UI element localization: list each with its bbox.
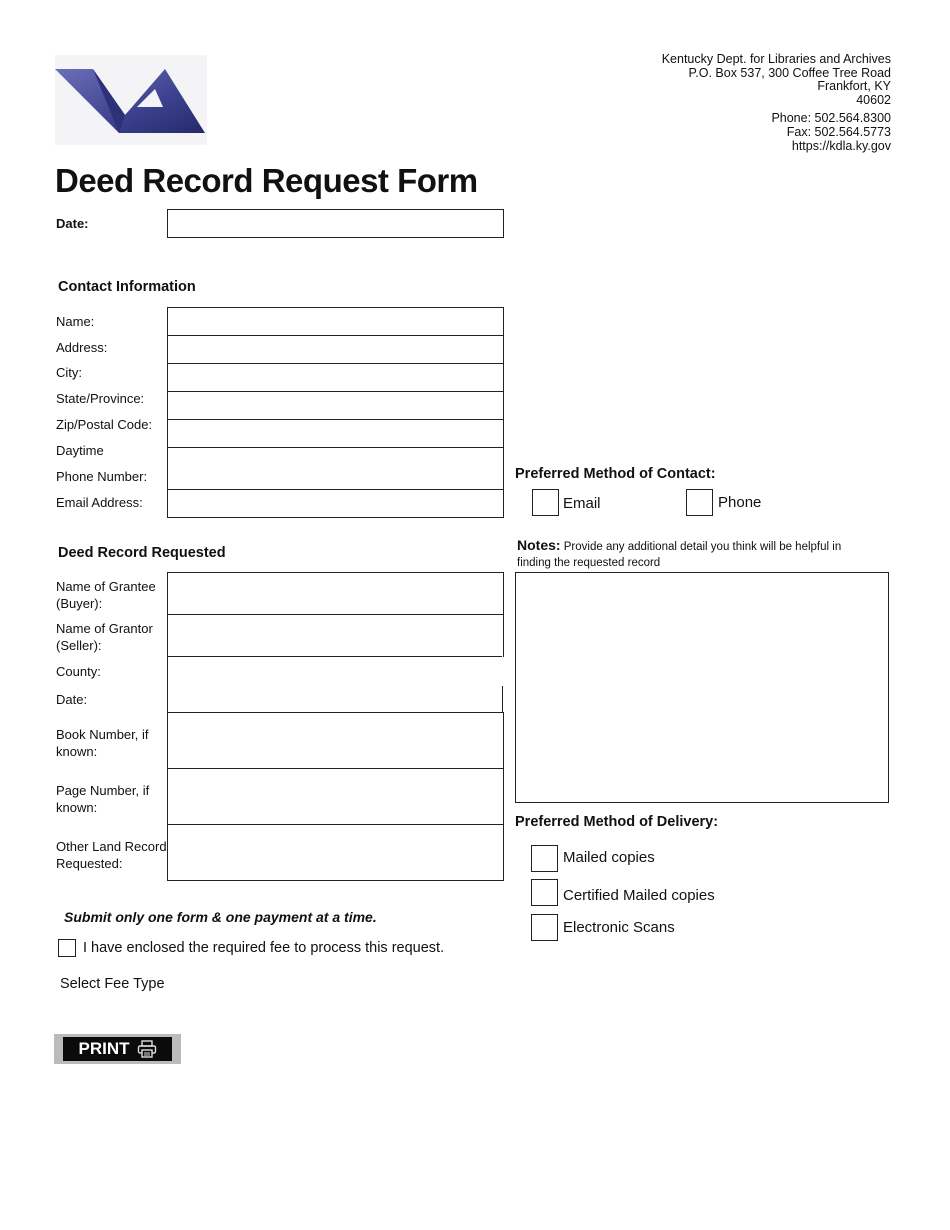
- certified-copies-checkbox[interactable]: [531, 879, 558, 906]
- fee-type-select[interactable]: Select Fee Type: [60, 976, 165, 992]
- phone-option-label: Phone: [718, 494, 762, 511]
- contact-method-heading: Preferred Method of Contact:: [515, 466, 716, 482]
- state-label: State/Province:: [56, 391, 145, 406]
- phone-number: Phone: 502.564.8300: [771, 111, 891, 126]
- mailed-copies-checkbox[interactable]: [531, 845, 558, 872]
- mailed-copies-label: Mailed copies: [563, 849, 655, 866]
- print-button-label: PRINT: [78, 1039, 130, 1058]
- zip-code: 40602: [856, 92, 891, 107]
- grantee-label: [56, 578, 156, 612]
- notes-caption: [517, 537, 877, 571]
- fee-enclosed-label: I have enclosed the required fee to process this request.: [83, 940, 445, 956]
- city-state: Frankfort, KY: [817, 79, 891, 94]
- address-input[interactable]: [167, 335, 504, 364]
- name-label: Name:: [56, 314, 95, 329]
- page-title: Deed Record Request Form: [55, 162, 478, 199]
- printer-icon: [137, 1040, 157, 1058]
- book-label-line1: Book Number, if: [56, 727, 149, 742]
- email-input[interactable]: [167, 489, 504, 518]
- address-line: P.O. Box 537, 300 Coffee Tree Road: [688, 65, 891, 80]
- grantee-label-line1: Name of Grantee: [56, 579, 156, 594]
- other-label: [56, 838, 167, 872]
- website-link[interactable]: https://kdla.ky.gov: [791, 138, 891, 153]
- submit-notice: Submit only one form & one payment at a time.: [64, 909, 377, 925]
- notes-textarea[interactable]: [515, 572, 889, 803]
- book-number-input[interactable]: [167, 712, 504, 769]
- notes-label: Notes:: [517, 537, 561, 553]
- fax-number: Fax: 502.564.5773: [786, 124, 891, 139]
- address-label: Address:: [56, 340, 108, 355]
- kdla-logo: [55, 55, 207, 145]
- delivery-method-heading: Preferred Method of Delivery:: [515, 814, 719, 830]
- email-label: Email Address:: [56, 495, 143, 510]
- org-name: Kentucky Dept. for Libraries and Archives: [661, 52, 891, 66]
- book-label-line2: known:: [56, 744, 98, 759]
- date-input[interactable]: [167, 209, 504, 238]
- print-button[interactable]: [54, 1034, 181, 1064]
- grantor-label: [56, 620, 153, 654]
- other-label-line2: Requested:: [56, 856, 123, 871]
- county-label: County:: [56, 664, 101, 679]
- email-checkbox[interactable]: [532, 489, 559, 516]
- phone-label: Phone Number:: [56, 469, 148, 484]
- daytime-label: Daytime: [56, 443, 104, 458]
- date-label: Date:: [56, 216, 89, 231]
- other-record-input[interactable]: [167, 824, 504, 881]
- email-option-label: Email: [563, 495, 601, 512]
- page-label-line1: Page Number, if: [56, 783, 150, 798]
- city-label: City:: [56, 365, 82, 380]
- notes-hint-2: finding the requested record: [517, 557, 661, 569]
- phone-input[interactable]: [167, 447, 504, 490]
- deed-date-label: Date:: [56, 692, 88, 707]
- grantor-label-line2: (Seller):: [56, 638, 102, 653]
- grantor-input[interactable]: [167, 614, 504, 657]
- book-label: [56, 726, 149, 760]
- city-input[interactable]: [167, 363, 504, 392]
- page-label: [56, 782, 149, 816]
- fee-enclosed-checkbox[interactable]: [58, 939, 76, 957]
- grantee-label-line2: (Buyer):: [56, 596, 103, 611]
- deed-section-heading: Deed Record Requested: [58, 545, 226, 561]
- zip-label: Zip/Postal Code:: [56, 417, 153, 432]
- certified-copies-label: Certified Mailed copies: [563, 887, 715, 904]
- page-number-input[interactable]: [167, 768, 504, 825]
- state-input[interactable]: [167, 391, 504, 420]
- contact-section-heading: Contact Information: [58, 279, 196, 295]
- notes-hint-1: Provide any additional detail you think will be helpful in: [563, 541, 842, 553]
- contact-address-block: [662, 53, 891, 153]
- zip-input[interactable]: [167, 419, 504, 448]
- name-input[interactable]: [167, 307, 504, 336]
- page-label-line2: known:: [56, 800, 98, 815]
- electronic-scans-label: Electronic Scans: [563, 919, 675, 936]
- phone-checkbox[interactable]: [686, 489, 713, 516]
- electronic-scans-checkbox[interactable]: [531, 914, 558, 941]
- county-date-input[interactable]: [167, 656, 503, 713]
- other-label-line1: Other Land Record: [56, 839, 167, 854]
- grantee-input[interactable]: [167, 572, 504, 615]
- grantor-label-line1: Name of Grantor: [56, 621, 153, 636]
